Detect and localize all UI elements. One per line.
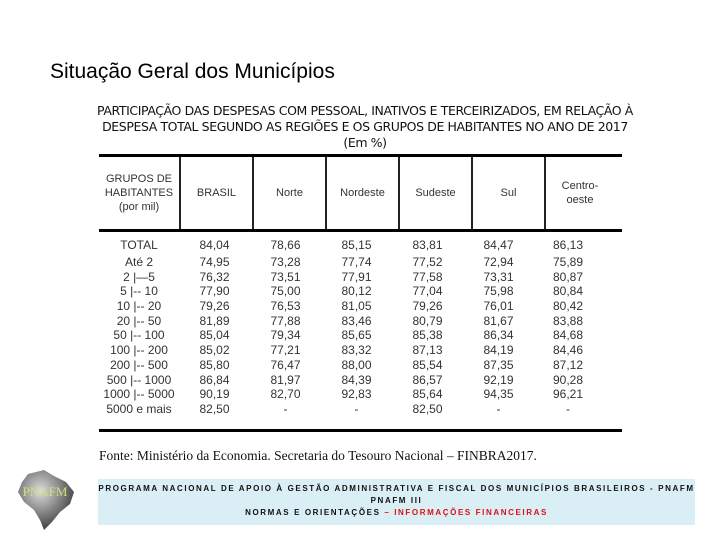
cell-value: 84,19 (483, 343, 514, 358)
row-label: 10 |-- 20 (116, 299, 162, 314)
source-note: Fonte: Ministério da Economia. Secretaria do Tesouro Nacional – FINBRA2017. (99, 448, 537, 463)
table-row (99, 314, 622, 329)
cell-value: 85,04 (199, 328, 230, 343)
cell-value: 77,90 (199, 284, 230, 299)
cell-value: 92,19 (483, 372, 514, 387)
cell-value: 76,47 (270, 357, 301, 372)
table-row (99, 255, 622, 270)
cell-value: 88,00 (341, 357, 372, 372)
cell-value: 75,00 (270, 284, 301, 299)
table-row (99, 284, 622, 299)
cell-value: 72,94 (483, 255, 514, 269)
cell-value: 76,53 (270, 299, 301, 314)
cell-value: 85,02 (199, 343, 230, 358)
table-row (99, 270, 622, 285)
cell-value: 85,64 (412, 387, 443, 402)
cell-value: 73,28 (270, 255, 301, 269)
cell-value: 84,68 (552, 328, 584, 343)
footer-program: PROGRAMA NACIONAL DE APOIO À GESTÃO ADMINISTRATIVA E FISCAL DOS MUNICÍPIOS BRASILEIROS - PNAFM (98, 484, 695, 493)
cell-value: 86,57 (412, 372, 443, 387)
cell-value: 83,32 (341, 343, 372, 358)
table-bottom-rule (99, 429, 622, 432)
cell-value: 82,50 (412, 401, 443, 416)
table-row (99, 358, 622, 373)
footer-section-highlight: – INFORMAÇÕES FINANCEIRAS (384, 508, 548, 517)
cell-value: 76,01 (483, 299, 514, 314)
cell-value: - (496, 401, 501, 416)
cell-value: 77,04 (412, 284, 443, 299)
cell-value: 80,84 (552, 284, 584, 299)
row-label: 1000 |-- 5000 (103, 387, 175, 402)
row-label: 200 |-- 500 (110, 357, 168, 372)
header-nordeste: Nordeste (325, 157, 398, 229)
cell-value: 84,04 (199, 238, 230, 252)
cell-value: 76,32 (199, 269, 230, 284)
cell-value: 86,13 (552, 238, 584, 252)
header-groups: GRUPOS DE HABITANTES (por mil) (104, 173, 174, 213)
cell-value: 75,89 (552, 255, 584, 269)
table-row (99, 387, 622, 402)
cell-value: 84,46 (552, 343, 584, 358)
row-label: 50 |-- 100 (113, 328, 165, 343)
cell-value: 84,39 (341, 372, 372, 387)
table-title-line: PARTICIPAÇÃO DAS DESPESAS COM PESSOAL, INATIVOS E TERCEIRIZADOS, EM RELAÇÃO À (97, 103, 633, 118)
cell-value: 83,46 (341, 313, 372, 328)
cell-value: 86,84 (199, 372, 230, 387)
table-title (95, 103, 635, 151)
cell-value: - (354, 401, 359, 416)
table-title-unit: (Em %) (343, 135, 387, 150)
cell-value: 81,05 (341, 299, 372, 314)
cell-value: 73,51 (270, 269, 301, 284)
cell-value: 81,97 (270, 372, 301, 387)
table-row (99, 299, 622, 314)
table-row (99, 373, 622, 388)
cell-value: 94,35 (483, 387, 514, 402)
cell-value: 77,88 (270, 313, 301, 328)
cell-value: 96,21 (552, 387, 584, 402)
cell-value: 77,91 (341, 269, 372, 284)
row-label: 5 |-- 10 (120, 284, 158, 299)
header-brasil: BRASIL (179, 157, 252, 229)
cell-value: - (566, 401, 570, 416)
cell-value: 80,42 (552, 299, 584, 314)
cell-value: 81,89 (199, 313, 230, 328)
row-label: 100 |-- 200 (110, 343, 168, 358)
header-sul: Sul (471, 157, 544, 229)
cell-value: 87,35 (483, 357, 514, 372)
cell-value: 81,67 (483, 313, 514, 328)
slide-title: Situação Geral dos Municípios (50, 60, 335, 83)
cell-value: 80,87 (552, 269, 584, 284)
cell-value: 77,74 (341, 255, 372, 269)
cell-value: 79,26 (199, 299, 230, 314)
header-centro-oeste: Centro-oeste (544, 157, 614, 229)
cell-value: 80,12 (341, 284, 372, 299)
cell-value: 79,26 (412, 299, 443, 314)
table-row (99, 328, 622, 343)
table-row (99, 402, 622, 417)
data-table (99, 154, 622, 432)
row-label: 2 |—5 (123, 269, 155, 284)
cell-value: 73,31 (483, 269, 514, 284)
cell-value: 74,95 (199, 255, 230, 269)
cell-value: 83,81 (412, 238, 443, 252)
table-row-total (99, 236, 622, 255)
footer-pnafm: PNAFM III (370, 496, 423, 505)
cell-value: 86,34 (483, 328, 514, 343)
table-body (99, 232, 622, 417)
cell-value: 90,19 (199, 387, 230, 402)
cell-value: 85,80 (199, 357, 230, 372)
row-label: 5000 e mais (106, 401, 172, 416)
cell-value: 90,28 (552, 372, 584, 387)
cell-value: 77,58 (412, 269, 443, 284)
row-label: TOTAL (120, 238, 158, 252)
cell-value: 75,98 (483, 284, 514, 299)
cell-value: 78,66 (270, 238, 301, 252)
cell-value: 77,21 (270, 343, 301, 358)
cell-value: 92,83 (341, 387, 372, 402)
cell-value: 85,65 (341, 328, 372, 343)
cell-value: 85,15 (341, 238, 372, 252)
cell-value: 85,54 (412, 357, 443, 372)
svg-text:PNAFM: PNAFM (22, 484, 68, 499)
cell-value: 85,38 (412, 328, 443, 343)
pnafm-logo (14, 468, 76, 532)
header-norte: Norte (252, 157, 325, 229)
row-label: 500 |-- 1000 (106, 372, 172, 387)
cell-value: 82,70 (270, 387, 301, 402)
table-title-line: DESPESA TOTAL SEGUNDO AS REGIÕES E OS GRUPOS DE HABITANTES NO ANO DE 2017 (102, 119, 628, 134)
cell-value: 77,52 (412, 255, 443, 269)
header-sudeste: Sudeste (398, 157, 471, 229)
row-label: Até 2 (124, 255, 154, 269)
cell-value: 83,88 (552, 313, 584, 328)
row-label: 20 |-- 50 (116, 313, 162, 328)
table-row (99, 343, 622, 358)
cell-value: 87,13 (412, 343, 443, 358)
cell-value: 80,79 (412, 313, 443, 328)
cell-value: 84,47 (483, 238, 514, 252)
cell-value: - (283, 401, 288, 416)
cell-value: 79,34 (270, 328, 301, 343)
cell-value: 82,50 (199, 401, 230, 416)
footer-banner (98, 479, 695, 525)
footer-section: NORMAS E ORIENTAÇÕES – INFORMAÇÕES FINANCEIRAS (245, 508, 548, 517)
cell-value: 87,12 (552, 357, 584, 372)
table-header (99, 154, 622, 232)
